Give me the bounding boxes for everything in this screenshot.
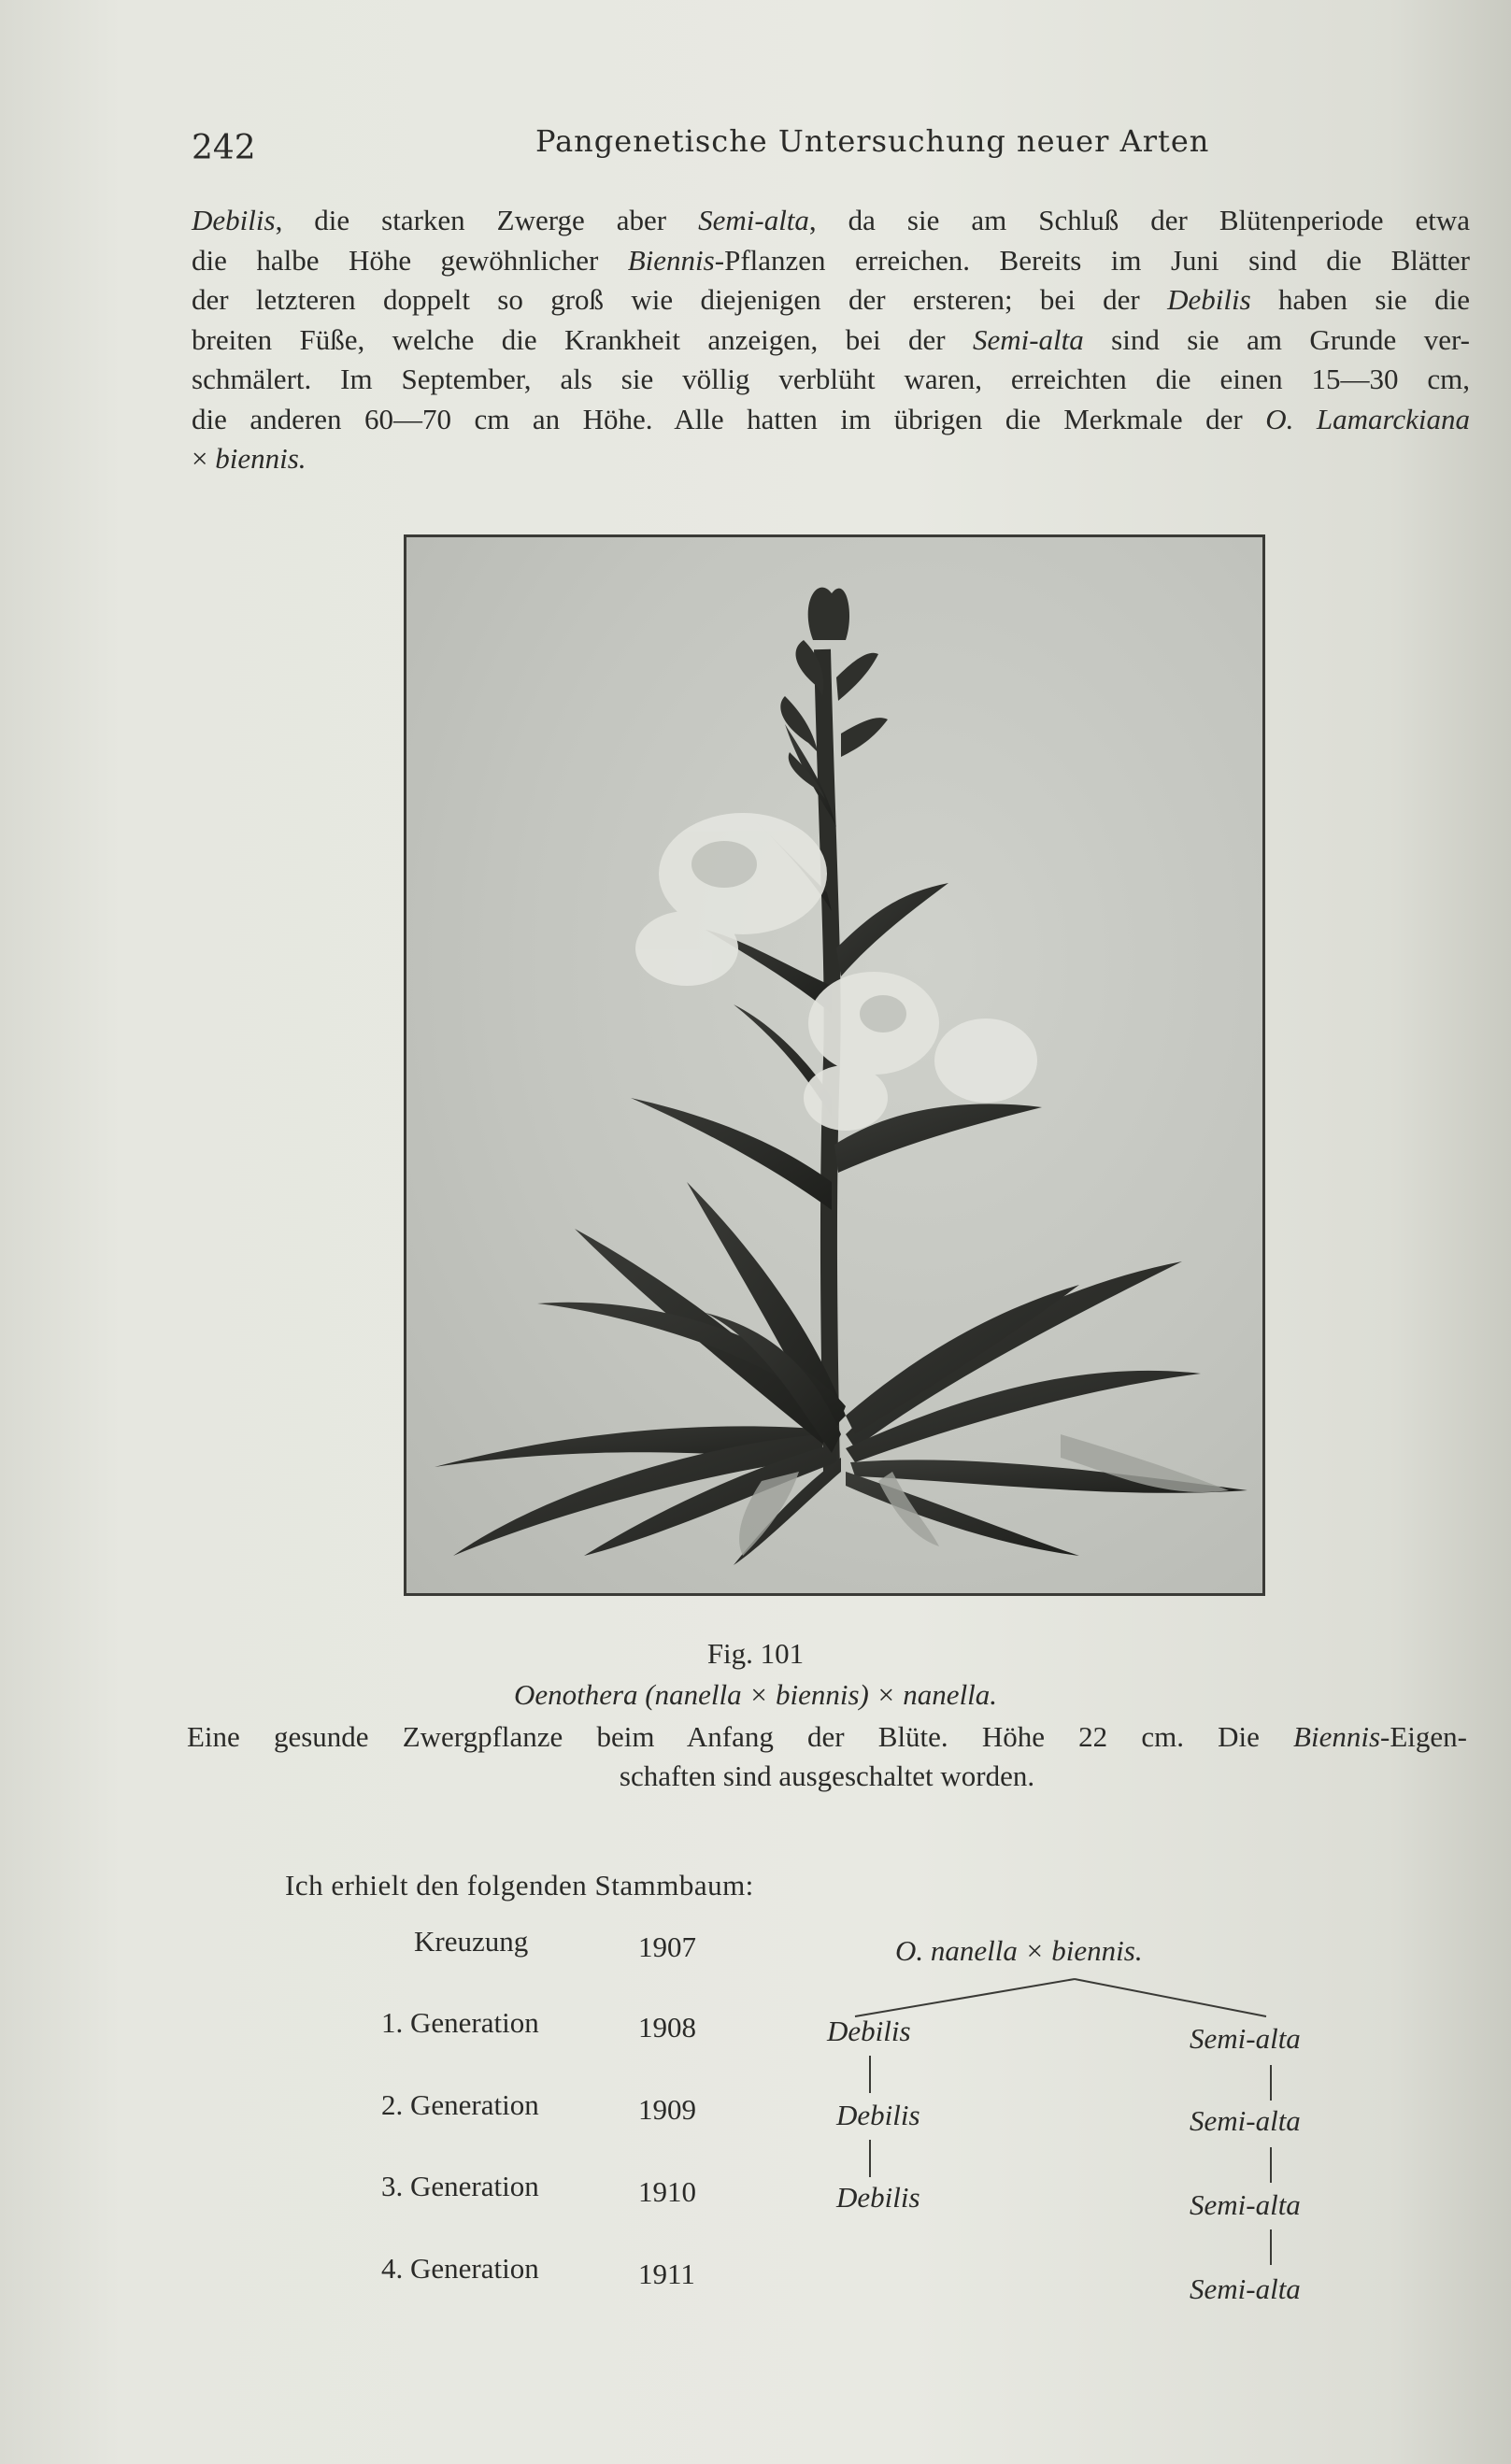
caption-line-2: schaften sind ausgeschaltet worden.: [619, 1759, 1035, 1792]
generation-right-4: Semi-alta: [1190, 2272, 1301, 2305]
page-number: 242: [192, 129, 256, 167]
connector-right-branch: [1075, 1979, 1266, 2016]
body-line-3: der letzteren doppelt so groß wie diejenigen der ersteren; bei der Debilis haben sie die: [192, 283, 1471, 316]
running-title: Pangenetische Untersuchung neuer Arten: [535, 123, 1210, 159]
generation-right-1: Semi-alta: [1190, 2022, 1301, 2055]
body-line-2: die halbe Höhe gewöhnlicher Biennis-Pflanzen erreichen. Bereits im Juni sind die Blätter: [192, 243, 1470, 277]
generation-label-2: 2. Generation: [381, 2088, 539, 2121]
generation-left-1: Debilis: [827, 2015, 911, 2047]
generation-label-3: 3. Generation: [381, 2170, 539, 2202]
generation-year-2: 1909: [638, 2093, 696, 2126]
figure-label: Fig. 101: [706, 1637, 805, 1670]
generation-right-3: Semi-alta: [1190, 2188, 1301, 2221]
generation-label-1: 1. Generation: [381, 2006, 539, 2039]
generation-left-3: Debilis: [836, 2181, 920, 2214]
cross-year: 1907: [638, 1930, 696, 1963]
caption-line-1: Eine gesunde Zwergpflanze beim Anfang der Blüte. Höhe 22 cm. Die Biennis-Eigen-: [187, 1720, 1467, 1753]
pedigree-intro: Ich erhielt den folgenden Stammbaum:: [285, 1869, 754, 1901]
generation-right-2: Semi-alta: [1190, 2104, 1301, 2137]
body-line-5: schmälert. Im September, als sie völlig verblüht waren, erreichten die einen 15—30 cm,: [192, 363, 1470, 395]
generation-left-2: Debilis: [836, 2099, 920, 2131]
body-line-7: × biennis.: [192, 442, 306, 475]
cross-label: Kreuzung: [414, 1925, 529, 1958]
body-line-4: breiten Füße, welche die Krankheit anzeigen, bei der Semi-alta sind sie am Grunde ver-: [192, 322, 1470, 356]
generation-label-4: 4. Generation: [381, 2252, 539, 2285]
body-line-6: die anderen 60—70 cm an Höhe. Alle hatten im übrigen die Merkmale der O. Lamarckiana: [192, 402, 1470, 435]
generation-year-1: 1908: [638, 2011, 696, 2044]
body-line-1: Debilis, die starken Zwerge aber Semi-alta, da sie am Schluß der Blütenperiode etwa: [192, 204, 1470, 236]
connector-left-branch: [855, 1979, 1075, 2016]
figure-species: Oenothera (nanella × biennis) × nanella.: [513, 1678, 998, 1711]
generation-year-4: 1911: [638, 2257, 695, 2290]
generation-year-3: 1910: [638, 2175, 696, 2208]
cross-parents: O. nanella × biennis.: [895, 1934, 1143, 1967]
